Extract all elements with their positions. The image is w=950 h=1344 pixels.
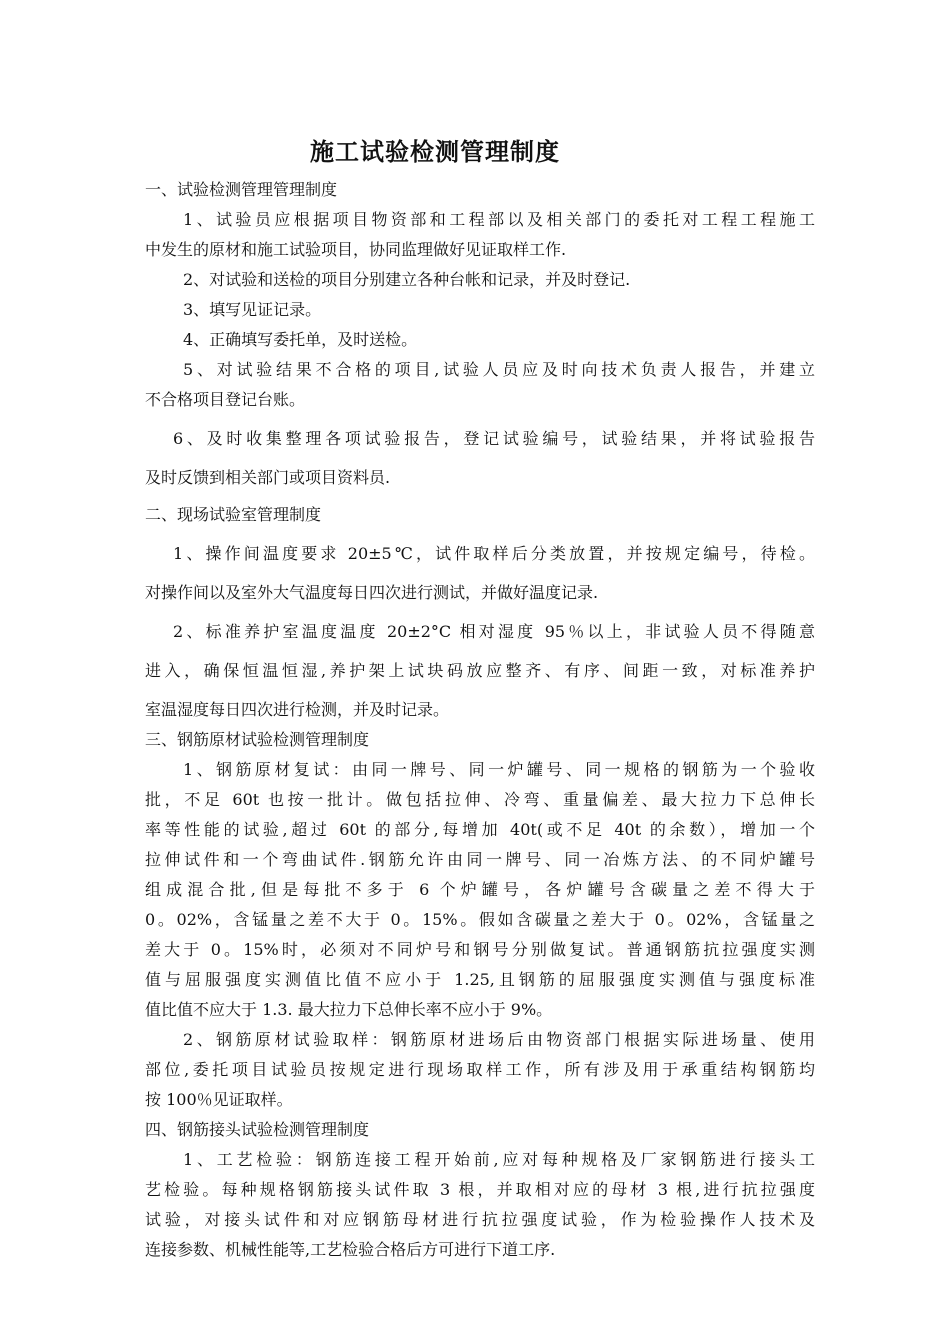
paragraph-line: 1、钢筋原材复试：由同一牌号、同一炉罐号、同一规格的钢筋为一个验收 <box>183 760 815 779</box>
paragraph-line: 组成混合批,但是每批不多于 6 个炉罐号，各炉罐号含碳量之差不得大于 <box>145 880 815 899</box>
paragraph-line: 批，不足 60t 也按一批计。做包括拉伸、冷弯、重量偏差、最大拉力下总伸长 <box>145 790 815 809</box>
paragraph-line: 不合格项目登记台账。 <box>145 390 306 409</box>
paragraph-line: 1、工艺检验：钢筋连接工程开始前,应对每种规格及厂家钢筋进行接头工 <box>183 1150 815 1169</box>
paragraph-line: 进入，确保恒温恒湿,养护架上试块码放应整齐、有序、间距一致，对标准养护 <box>145 661 815 680</box>
paragraph-line: 5、对试验结果不合格的项目,试验人员应及时向技术负责人报告，并建立 <box>183 360 815 379</box>
paragraph-line: 艺检验。每种规格钢筋接头试件取 3 根，并取相对应的母材 3 根,进行抗拉强度 <box>145 1180 815 1199</box>
paragraph-line: 连接参数、机械性能等,工艺检验合格后方可进行下道工序. <box>145 1240 556 1259</box>
paragraph-line: 1、操作间温度要求 20±5℃，试件取样后分类放置，并按规定编号，待检。 <box>173 544 815 563</box>
section-heading-2: 二、现场试验室管理制度 <box>145 505 322 524</box>
paragraph-line: 部位,委托项目试验员按规定进行现场取样工作，所有涉及用于承重结构钢筋均 <box>145 1060 815 1079</box>
paragraph-line: 拉伸试件和一个弯曲试件.钢筋允许由同一牌号、同一冶炼方法、的不同炉罐号 <box>145 850 815 869</box>
paragraph-line: 2、标准养护室温度温度 20±2°C 相对湿度 95％以上，非试验人员不得随意 <box>173 622 815 641</box>
paragraph-line: 试验，对接头试件和对应钢筋母材进行抗拉强度试验，作为检验操作人技术及 <box>145 1210 815 1229</box>
section-heading-3: 三、钢筋原材试验检测管理制度 <box>145 730 370 749</box>
paragraph-line: 2、对试验和送检的项目分别建立各种台帐和记录，并及时登记. <box>183 270 631 289</box>
paragraph-line: 按 100％见证取样。 <box>145 1090 293 1109</box>
paragraph-line: 率等性能的试验,超过 60t 的部分,每增加 40t(或不足 40t 的余数），增加一个 <box>145 820 815 839</box>
paragraph-line: 室温湿度每日四次进行检测，并及时记录。 <box>145 700 450 719</box>
document-title: 施工试验检测管理制度 <box>310 137 560 166</box>
paragraph-line: 3、填写见证记录。 <box>183 300 322 319</box>
section-heading-1: 一、试验检测管理管理制度 <box>145 180 338 199</box>
paragraph-line: 值与屈服强度实测值比值不应小于 1.25,且钢筋的屈服强度实测值与强度标准 <box>145 970 815 989</box>
section-heading-4: 四、钢筋接头试验检测管理制度 <box>145 1120 370 1139</box>
paragraph-line: 1、试验员应根据项目物资部和工程部以及相关部门的委托对工程工程施工 <box>183 210 815 229</box>
paragraph-line: 值比值不应大于 1.3. 最大拉力下总伸长率不应小于 9%。 <box>145 1000 553 1019</box>
document-body <box>145 176 815 1263</box>
paragraph-line: 4、正确填写委托单，及时送检。 <box>183 330 418 349</box>
paragraph-line: 中发生的原材和施工试验项目，协同监理做好见证取样工作. <box>145 240 567 259</box>
paragraph-line: 对操作间以及室外大气温度每日四次进行测试，并做好温度记录. <box>145 583 599 602</box>
paragraph-line: 0。02%，含锰量之差不大于 0。15%。假如含碳量之差大于 0。02%，含锰量之 <box>145 910 815 929</box>
paragraph-line: 2、钢筋原材试验取样：钢筋原材进场后由物资部门根据实际进场量、使用 <box>183 1030 815 1049</box>
paragraph-line: 差大于 0。15%时，必须对不同炉号和钢号分别做复试。普通钢筋抗拉强度实测 <box>145 940 815 959</box>
paragraph-line: 6、及时收集整理各项试验报告，登记试验编号，试验结果，并将试验报告 <box>173 429 815 448</box>
paragraph-line: 及时反馈到相关部门或项目资料员. <box>145 468 391 487</box>
